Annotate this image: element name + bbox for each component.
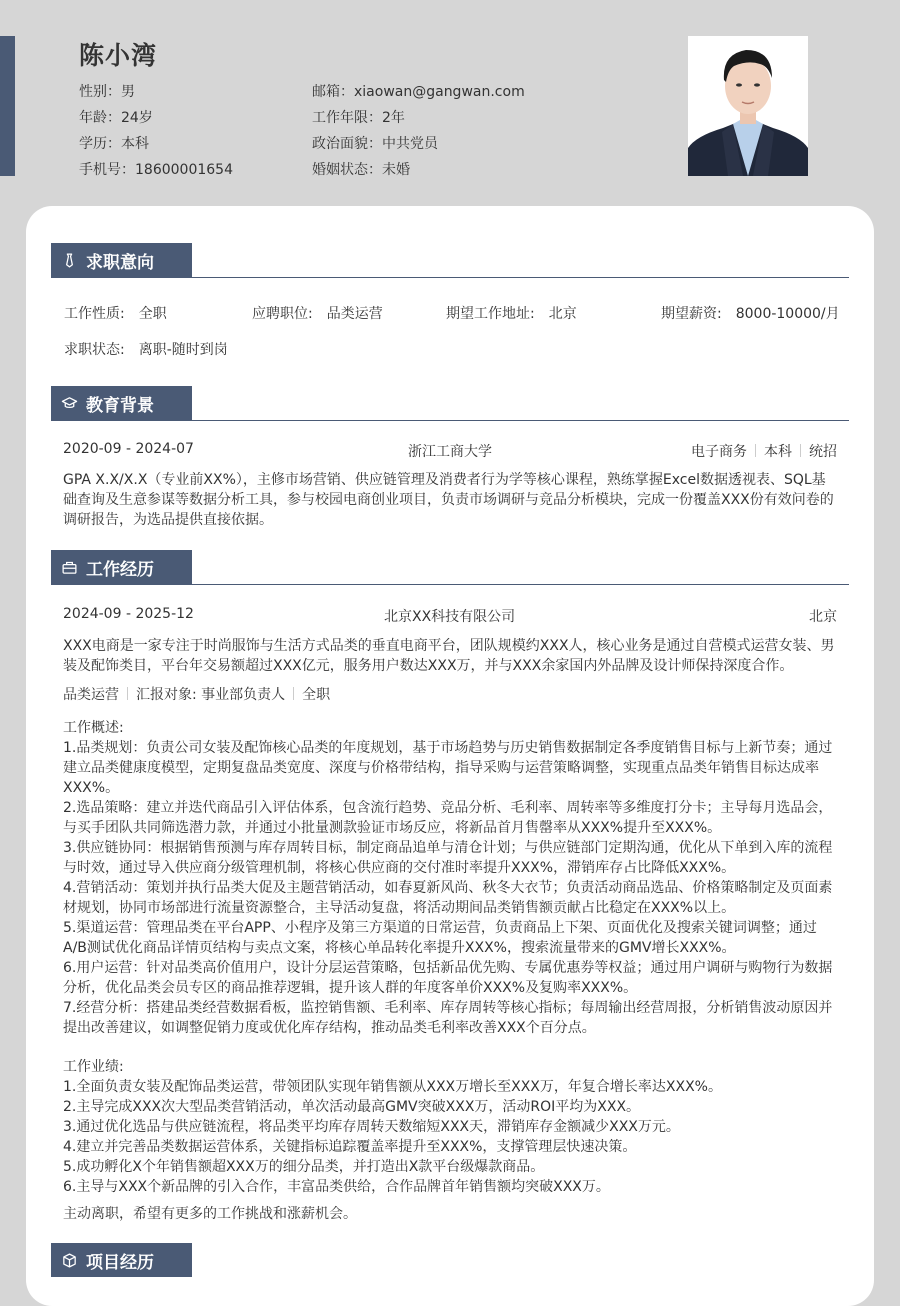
profile-photo [688,36,808,176]
info-political: 政治面貌：中共党员 [312,136,438,152]
education-school: 浙江工商大学 [408,444,492,460]
work-achievements-title: 工作业绩: [63,1059,124,1075]
section-work-header [51,550,849,585]
intent-position: 应聘职位: 品类运营 [252,306,383,322]
section-education-header [51,386,849,421]
achievement-item: 2.主导完成XXX次大型品类营销活动，单次活动最高GMV突破XXX万，活动ROI平均为XXX。 [63,1099,641,1115]
work-company: 北京XX科技有限公司 [384,609,516,625]
education-period: 2020-09 - 2024-07 [63,441,194,457]
info-phone: 手机号：18600001654 [79,162,233,178]
info-work-years: 工作年限：2年 [312,110,405,126]
achievement-item: 4.建立并完善品类数据运营体系，关键指标追踪覆盖率提升至XXX%，支撑管理层快速决策。 [63,1139,637,1155]
section-tab-intent: 求职意向 [51,243,192,277]
overview-item: 4.营销活动：策划并执行品类大促及主题营销活动，如春夏新风尚、秋冬大衣节；负责活动商品选品、价格策略制定及页面素材规划，协同市场部进行流量资源整合，主导活动复盘，将活动期间品类销售额贡献占比稳定在XXX%以上。 [63,880,833,916]
overview-item: 5.渠道运营：管理品类在平台APP、小程序及第三方渠道的日常运营，负责商品上下架、页面优化及搜索关键词调整；通过A/B测试优化商品详情页结构与卖点文案，将核心单品转化率提升XXX%，搜索流量带来的GMV增长XXX%。 [63,920,817,956]
candidate-name: 陈小湾 [79,41,158,70]
section-tab-work: 工作经历 [51,550,192,584]
section-tab-project: 项目经历 [51,1243,192,1277]
accent-bar [0,36,15,176]
section-project-header [51,1243,849,1277]
box-icon [61,1252,78,1269]
basic-info-right [312,79,525,183]
briefcase-icon [61,559,78,576]
work-location: 北京 [809,609,837,625]
tie-icon [61,252,78,269]
work-company-intro: XXX电商是一家专注于时尚服饰与生活方式品类的垂直电商平台，团队规模约XXX人，核心业务是通过自营模式运营女装、男装及配饰类目，平台年交易额超过XXX亿元，服务用户数达XXX万，并与XXX余家国内外品牌及设计师保持深度合作。 [63,638,835,674]
intent-salary: 期望薪资: 8000-10000/月 [661,306,840,322]
achievement-item: 3.通过优化选品与供应链流程，将品类平均库存周转天数缩短XXX天，滞销库存金额减少XXX万元。 [63,1119,680,1135]
info-email: 邮箱：xiaowan@gangwan.com [312,84,525,100]
work-leave-reason: 主动离职，希望有更多的工作挑战和涨薪机会。 [63,1206,357,1222]
work-tags: 品类运营 汇报对象: 事业部负责人 全职 [63,687,331,703]
info-gender: 性别：男 [79,84,135,100]
intent-location: 期望工作地址: 北京 [446,306,577,322]
info-education: 学历：本科 [79,136,149,152]
overview-item: 6.用户运营：针对品类高价值用户，设计分层运营策略，包括新品优先购、专属优惠券等权益；通过用户调研与购物行为数据分析，优化品类会员专区的商品推荐逻辑，提升该人群的年度客单价XXX%及复购率XXX%。 [63,960,833,996]
graduation-cap-icon [61,395,78,412]
overview-item: 2.选品策略：建立并迭代商品引入评估体系，包含流行趋势、竞品分析、毛利率、周转率等多维度打分卡；主导每月选品会，与买手团队共同筛选潜力款，并通过小批量测款验证市场反应，将新品首月售罄率从XXX%提升至XXX%。 [63,800,833,836]
achievement-item: 1.全面负责女装及配饰品类运营，带领团队实现年销售额从XXX万增长至XXX万，年复合增长率达XXX%。 [63,1079,722,1095]
section-intent-header [51,243,849,278]
info-marital: 婚姻状态：未婚 [312,162,410,178]
person-portrait-icon [688,36,808,176]
basic-info-left [79,79,233,183]
achievement-item: 5.成功孵化X个年销售额超XXX万的细分品类，并打造出X款平台级爆款商品。 [63,1159,545,1175]
intent-status: 求职状态: 离职-随时到岗 [64,342,228,358]
resume-card [26,206,874,1306]
info-age: 年龄：24岁 [79,110,153,126]
education-tags: 电子商务 本科 统招 [691,444,837,460]
work-period: 2024-09 - 2025-12 [63,606,194,622]
section-tab-education: 教育背景 [51,386,192,420]
achievement-item: 6.主导与XXX个新品牌的引入合作，丰富品类供给，合作品牌首年销售额均突破XXX万。 [63,1179,610,1195]
intent-work-type: 工作性质: 全职 [64,306,167,322]
work-overview [63,718,838,1038]
overview-item: 3.供应链协同：根据销售预测与库存周转目标，制定商品追单与清仓计划；与供应链部门定期沟通，优化从下单到入库的流程与时效，通过导入供应商分级管理机制，将核心供应商的交付准时率提升XXX%，滞销库存占比降低XXX%。 [63,840,833,876]
work-overview-title: 工作概述: [63,720,124,736]
work-achievements [63,1057,838,1197]
education-description: GPA X.X/X.X（专业前XX%），主修市场营销、供应链管理及消费者行为学等核心课程，熟练掌握Excel数据透视表、SQL基础查询及生意参谋等数据分析工具，参与校园电商创业项目，负责市场调研与竞品分析模块，完成一份覆盖XXX份有效问卷的调研报告，为选品提供直接依据。 [63,472,834,528]
overview-item: 1.品类规划：负责公司女装及配饰核心品类的年度规划，基于市场趋势与历史销售数据制定各季度销售目标与上新节奏；通过建立品类健康度模型，定期复盘品类宽度、深度与价格带结构，指导采购与运营策略调整，实现重点品类年销售目标达成率XXX%。 [63,740,833,796]
overview-item: 7.经营分析：搭建品类经营数据看板，监控销售额、毛利率、库存周转等核心指标；每周输出经营周报，分析销售波动原因并提出改善建议，如调整促销力度或优化库存结构，推动品类毛利率改善XXX个百分点。 [63,1000,833,1036]
